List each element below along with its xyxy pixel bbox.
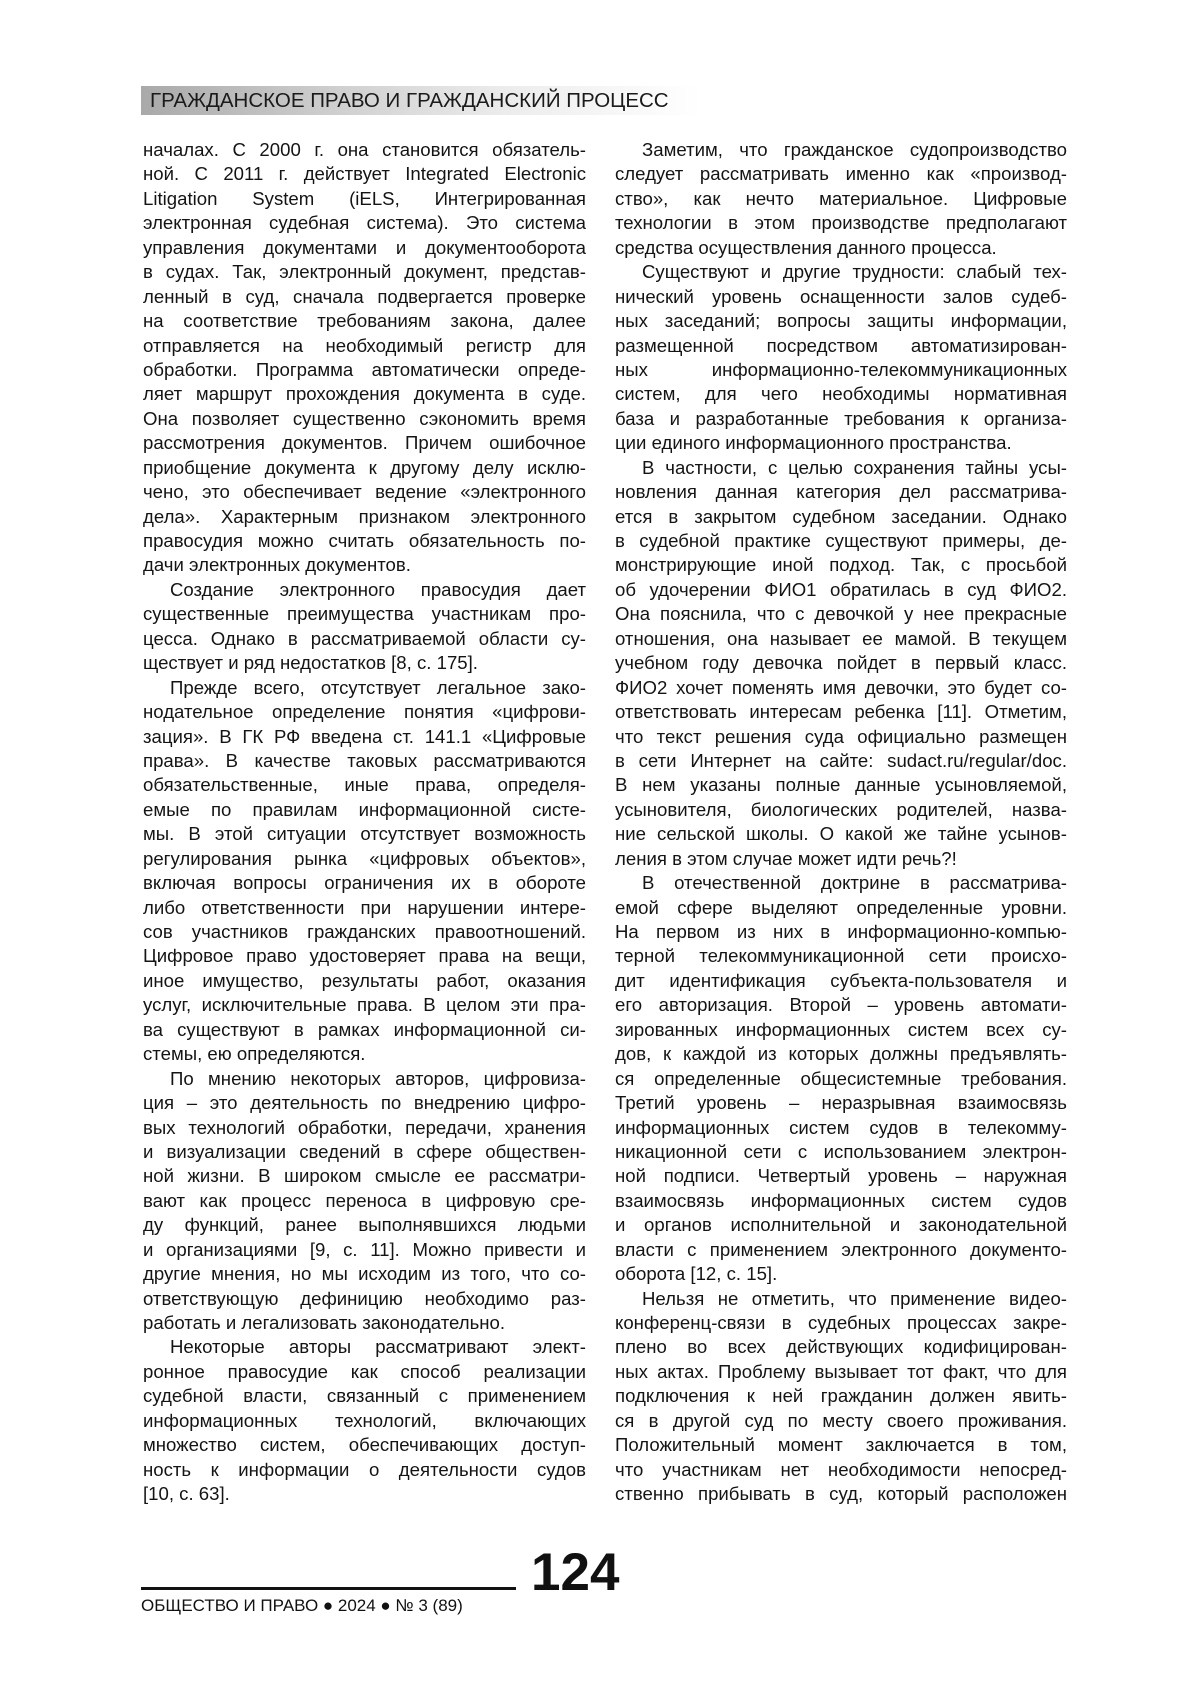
- text-line: систем, для чего необходимы нормативная: [615, 382, 1067, 406]
- text-line: в судах. Так, электронный документ, представ-: [143, 260, 586, 284]
- text-line: ной подписи. Четвертый уровень – наружная: [615, 1164, 1067, 1188]
- text-line: что текст решения суда официально размещен: [615, 725, 1067, 749]
- text-line: зированных информационных систем всех су-: [615, 1018, 1067, 1042]
- text-line: права». В качестве таковых рассматриваются: [143, 749, 586, 773]
- paragraph: [143, 1067, 586, 1336]
- text-line: подключения к ней гражданин должен явить-: [615, 1384, 1067, 1408]
- text-line: обязательственные, иные права, определя-: [143, 773, 586, 797]
- text-line: правосудия можно считать обязательность по-: [143, 529, 586, 553]
- text-line: В частности, с целью сохранения тайны усы-: [615, 456, 1067, 480]
- text-line: об удочерении ФИО1 обратилась в суд ФИО2.: [615, 578, 1067, 602]
- text-line: емые по правилам информационной систе-: [143, 798, 586, 822]
- text-line: дачи электронных документов.: [143, 553, 586, 577]
- text-line: ции единого информационного пространства.: [615, 431, 1067, 455]
- text-line: емой сфере выделяют определенные уровни.: [615, 896, 1067, 920]
- text-line: ность к информации о деятельности судов: [143, 1458, 586, 1482]
- text-line: ных информационно-телекоммуникационных: [615, 358, 1067, 382]
- paragraph: [615, 1287, 1067, 1507]
- text-line: новления данная категория дел рассматрива-: [615, 480, 1067, 504]
- text-line: электронная судебная система). Это система: [143, 211, 586, 235]
- text-line: ство», как нечто материальное. Цифровые: [615, 187, 1067, 211]
- text-line: ответствовать интересам ребенка [11]. Отметим,: [615, 700, 1067, 724]
- text-line: Она пояснила, что с девочкой у нее прекрасные: [615, 602, 1067, 626]
- text-line: конференц-связи в судебных процессах закре-: [615, 1311, 1067, 1335]
- footer-divider: [141, 1587, 516, 1590]
- text-line: рассмотрения документов. Причем ошибочное: [143, 431, 586, 455]
- text-line: ляет маршрут прохождения документа в суде.: [143, 382, 586, 406]
- text-line: власти с применением электронного документо-: [615, 1238, 1067, 1262]
- text-line: база и разработанные требования к организа-: [615, 407, 1067, 431]
- text-line: на соответствие требованиям закона, далее: [143, 309, 586, 333]
- text-line: ется в закрытом судебном заседании. Однако: [615, 505, 1067, 529]
- text-line: вают как процесс переноса в цифровую сре-: [143, 1189, 586, 1213]
- text-line: Создание электронного правосудия дает: [143, 578, 586, 602]
- text-line: ственно прибывать в суд, который расположен: [615, 1482, 1067, 1506]
- text-line: нический уровень оснащенности залов судеб-: [615, 285, 1067, 309]
- text-line: В нем указаны полные данные усыновляемой,: [615, 773, 1067, 797]
- text-line: мы. В этой ситуации отсутствует возможность: [143, 822, 586, 846]
- text-line: ду функций, ранее выполнявшихся людьми: [143, 1213, 586, 1237]
- text-line: существенные преимущества участникам про-: [143, 602, 586, 626]
- text-line: размещенной посредством автоматизирован-: [615, 334, 1067, 358]
- text-line: ных актах. Проблему вызывает тот факт, что для: [615, 1360, 1067, 1384]
- text-line: ных заседаний; вопросы защиты информации,: [615, 309, 1067, 333]
- text-line: другие мнения, но мы исходим из того, что со-: [143, 1262, 586, 1286]
- text-line: сов участников гражданских правоотношений.: [143, 920, 586, 944]
- text-line: Она позволяет существенно сэкономить время: [143, 407, 586, 431]
- text-line: либо ответственности при нарушении интере-: [143, 896, 586, 920]
- text-line: дов, к каждой из которых должны предъявлять-: [615, 1042, 1067, 1066]
- text-line: в сети Интернет на сайте: sudact.ru/regular/doc.: [615, 749, 1067, 773]
- text-line: вых технологий обработки, передачи, хранения: [143, 1116, 586, 1140]
- left-column: [143, 138, 586, 1507]
- text-line: плено во всех действующих кодифицирован-: [615, 1335, 1067, 1359]
- text-line: учебном году девочка пойдет в первый класс.: [615, 651, 1067, 675]
- text-line: ся в другой суд по месту своего проживания.: [615, 1409, 1067, 1433]
- text-line: в судебной практике существуют примеры, де-: [615, 529, 1067, 553]
- text-line: ронное правосудие как способ реализации: [143, 1360, 586, 1384]
- text-line: ной. С 2011 г. действует Integrated Electronic: [143, 162, 586, 186]
- text-line: Положительный момент заключается в том,: [615, 1433, 1067, 1457]
- text-line: ва существуют в рамках информационной си-: [143, 1018, 586, 1042]
- paragraph: [143, 676, 586, 1067]
- text-line: и визуализации сведений в сфере обществен-: [143, 1140, 586, 1164]
- paragraph: [615, 456, 1067, 871]
- text-line: По мнению некоторых авторов, цифровиза-: [143, 1067, 586, 1091]
- text-line: Заметим, что гражданское судопроизводство: [615, 138, 1067, 162]
- text-line: включая вопросы ограничения их в обороте: [143, 871, 586, 895]
- text-line: Litigation System (iELS, Интегрированная: [143, 187, 586, 211]
- section-title: ГРАЖДАНСКОЕ ПРАВО И ГРАЖДАНСКИЙ ПРОЦЕСС: [150, 89, 669, 113]
- text-line: ция – это деятельность по внедрению цифро-: [143, 1091, 586, 1115]
- text-line: Нельзя не отметить, что применение видео-: [615, 1287, 1067, 1311]
- text-line: ленный в суд, сначала подвергается проверке: [143, 285, 586, 309]
- text-line: На первом из них в информационно-компью-: [615, 920, 1067, 944]
- text-line: Цифровое право удостоверяет права на вещи,: [143, 944, 586, 968]
- text-line: множество систем, обеспечивающих доступ-: [143, 1433, 586, 1457]
- page-number: 124: [531, 1545, 619, 1601]
- paragraph: [143, 578, 586, 676]
- paragraph: [615, 260, 1067, 456]
- text-line: приобщение документа к другому делу исклю-: [143, 456, 586, 480]
- text-line: его авторизация. Второй – уровень автомати-: [615, 993, 1067, 1017]
- text-line: и организациями [9, с. 11]. Можно привести и: [143, 1238, 586, 1262]
- text-line: [10, с. 63].: [143, 1482, 586, 1506]
- text-line: дит идентификация субъекта-пользователя и: [615, 969, 1067, 993]
- text-line: ной жизни. В широком смысле ее рассматри-: [143, 1164, 586, 1188]
- text-line: иное имущество, результаты работ, оказания: [143, 969, 586, 993]
- text-line: ние сельской школы. О какой же тайне усынов-: [615, 822, 1067, 846]
- journal-info: ОБЩЕСТВО И ПРАВО ● 2024 ● № 3 (89): [141, 1596, 463, 1616]
- text-line: монстрирующие иной подход. Так, с просьбой: [615, 553, 1067, 577]
- text-line: чено, это обеспечивает ведение «электронного: [143, 480, 586, 504]
- text-line: Прежде всего, отсутствует легальное зако-: [143, 676, 586, 700]
- text-line: регулирования рынка «цифровых объектов»,: [143, 847, 586, 871]
- paragraph: [615, 871, 1067, 1286]
- paragraph: [143, 138, 586, 578]
- text-line: цесса. Однако в рассматриваемой области су-: [143, 627, 586, 651]
- text-line: ществует и ряд недостатков [8, с. 175].: [143, 651, 586, 675]
- text-line: отношения, она называет ее мамой. В текущем: [615, 627, 1067, 651]
- text-line: дела». Характерным признаком электронного: [143, 505, 586, 529]
- text-line: судебной власти, связанный с применением: [143, 1384, 586, 1408]
- text-line: Третий уровень – неразрывная взаимосвязь: [615, 1091, 1067, 1115]
- right-column: [615, 138, 1067, 1507]
- text-line: никационной сети с использованием электрон-: [615, 1140, 1067, 1164]
- text-line: терной телекоммуникационной сети происхо-: [615, 944, 1067, 968]
- text-line: и органов исполнительной и законодательной: [615, 1213, 1067, 1237]
- text-line: управления документами и документооборота: [143, 236, 586, 260]
- paragraph: [143, 1335, 586, 1506]
- text-line: оборота [12, с. 15].: [615, 1262, 1067, 1286]
- text-line: Существуют и другие трудности: слабый тех-: [615, 260, 1067, 284]
- text-line: что участникам нет необходимости непосред-: [615, 1458, 1067, 1482]
- text-line: технологии в этом производстве предполагают: [615, 211, 1067, 235]
- text-line: отправляется на необходимый регистр для: [143, 334, 586, 358]
- text-line: зация». В ГК РФ введена ст. 141.1 «Цифровые: [143, 725, 586, 749]
- text-line: информационных систем судов в телекомму-: [615, 1116, 1067, 1140]
- text-line: Некоторые авторы рассматривают элект-: [143, 1335, 586, 1359]
- text-line: стемы, ею определяются.: [143, 1042, 586, 1066]
- text-line: обработки. Программа автоматически опреде-: [143, 358, 586, 382]
- text-line: ответствующую дефиницию необходимо раз-: [143, 1287, 586, 1311]
- text-line: ся определенные общесистемные требования.: [615, 1067, 1067, 1091]
- text-line: ФИО2 хочет поменять имя девочки, это будет со-: [615, 676, 1067, 700]
- text-line: средства осуществления данного процесса.: [615, 236, 1067, 260]
- text-line: В отечественной доктрине в рассматрива-: [615, 871, 1067, 895]
- text-line: следует рассматривать именно как «производ-: [615, 162, 1067, 186]
- text-line: началах. С 2000 г. она становится обязатель-: [143, 138, 586, 162]
- text-line: работать и легализовать законодательно.: [143, 1311, 586, 1335]
- text-line: информационных технологий, включающих: [143, 1409, 586, 1433]
- text-line: услуг, исключительные права. В целом эти пра-: [143, 993, 586, 1017]
- text-line: взаимосвязь информационных систем судов: [615, 1189, 1067, 1213]
- text-line: усыновителя, биологических родителей, назва-: [615, 798, 1067, 822]
- text-line: ления в этом случае может идти речь?!: [615, 847, 1067, 871]
- text-line: нодательное определение понятия «цифрови-: [143, 700, 586, 724]
- paragraph: [615, 138, 1067, 260]
